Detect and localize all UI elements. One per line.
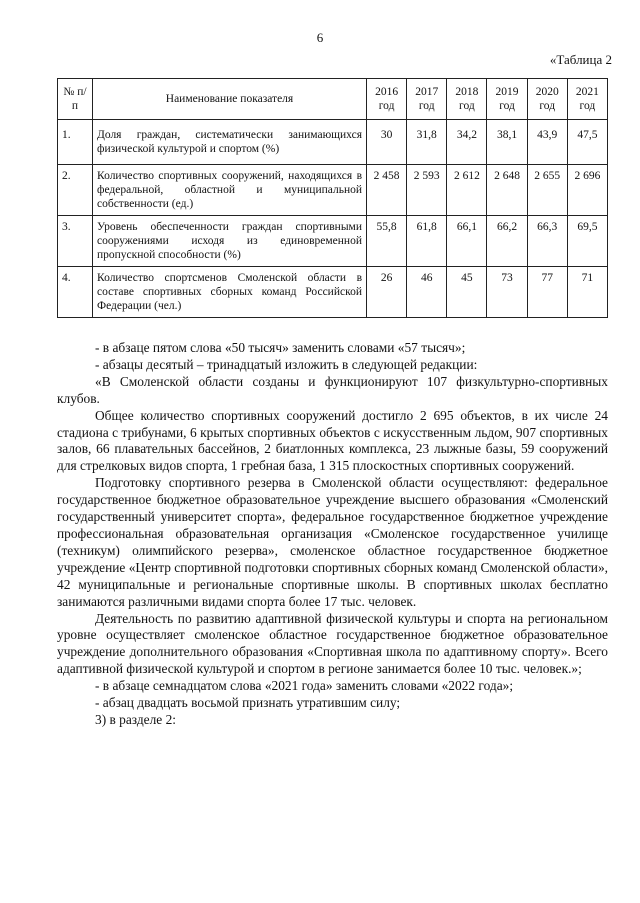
row-value: 61,8 — [407, 216, 447, 267]
row-value: 46 — [407, 267, 447, 318]
row-value: 66,1 — [447, 216, 487, 267]
paragraph: Общее количество спортивных сооружений достигло 2 695 объектов, в их числе 24 стадиона с трибунами, 6 крытых спортивных объектов с искусственным льдом, 907 спортивных залов, 66 плавательных бассейнов, 2 биатлонных комплекса, 23 лыжные базы, 59 сооружений для стрелковых видов спорта, 1 гребная база, 1 315 плоскостных спортивных сооружений. — [57, 407, 608, 474]
header-year: 2021 год — [567, 79, 607, 120]
table-header-row — [58, 79, 608, 120]
header-num: № п/п — [58, 79, 93, 120]
row-value: 30 — [367, 120, 407, 165]
row-num: 2. — [58, 165, 93, 216]
row-value: 66,2 — [487, 216, 527, 267]
row-value: 43,9 — [527, 120, 567, 165]
row-num: 1. — [58, 120, 93, 165]
row-num: 4. — [58, 267, 93, 318]
paragraph: 3) в разделе 2: — [95, 711, 177, 727]
row-value: 47,5 — [567, 120, 607, 165]
paragraph: - в абзаце семнадцатом слова «2021 года» заменить словами «2022 года»; — [95, 678, 514, 694]
row-name: Доля граждан, систематически занимающихся физической культурой и спортом (%) — [93, 120, 367, 165]
header-year: 2020 год — [527, 79, 567, 120]
row-value: 26 — [367, 267, 407, 318]
row-value: 34,2 — [447, 120, 487, 165]
row-value: 71 — [567, 267, 607, 318]
row-value: 2 593 — [407, 165, 447, 216]
document-body — [57, 340, 608, 729]
header-year: 2019 год — [487, 79, 527, 120]
row-value: 73 — [487, 267, 527, 318]
paragraph: Подготовку спортивного резерва в Смоленской области осуществляют: федеральное государственное бюджетное образовательное учреждение высшего образования «Смоленский государственный университет спорта», федеральное государственное бюджетное учреждение профессиональная образовательная организация «Смоленское государственное училище (техникум) олимпийского резерва», смоленское областное государственное бюджетное учреждение «Центр спортивной подготовки спортивных сборных команд Смоленской области», 42 муниципальные и региональные спортивные школы. В спортивных школах бесплатно занимаются различными видами спорта более 17 тыс. человек. — [57, 475, 608, 609]
row-value: 38,1 — [487, 120, 527, 165]
indicators-table — [57, 78, 608, 318]
table-row — [58, 165, 608, 216]
table-row — [58, 267, 608, 318]
row-value: 2 648 — [487, 165, 527, 216]
page-number: 6 — [316, 30, 324, 45]
row-value: 2 612 — [447, 165, 487, 216]
row-value: 55,8 — [367, 216, 407, 267]
row-value: 77 — [527, 267, 567, 318]
row-num: 3. — [58, 216, 93, 267]
row-value: 2 458 — [367, 165, 407, 216]
row-value: 2 696 — [567, 165, 607, 216]
row-value: 45 — [447, 267, 487, 318]
table-row — [58, 120, 608, 165]
header-year: 2017 год — [407, 79, 447, 120]
paragraph: Деятельность по развитию адаптивной физической культуры и спорта на региональном уровне осуществляет смоленское областное государственное бюджетное образовательное учреждение дополнительного образования «Спортивная школа по адаптивному спорту». Всего адаптивной физической культурой и спортом в регионе занимается более 10 тыс. человек.»; — [57, 610, 608, 677]
row-name: Уровень обеспеченности граждан спортивными сооружениями исходя из единовременной пропускной способности (%) — [93, 216, 367, 267]
header-year: 2016 год — [367, 79, 407, 120]
table-row — [58, 216, 608, 267]
table-caption: «Таблица 2 — [549, 52, 612, 67]
paragraph: - абзац двадцать восьмой признать утратившим силу; — [95, 695, 401, 711]
header-name: Наименование показателя — [93, 79, 367, 120]
row-name: Количество спортсменов Смоленской области в составе спортивных сборных команд Российской Федерации (чел.) — [93, 267, 367, 318]
header-year: 2018 год — [447, 79, 487, 120]
row-value: 66,3 — [527, 216, 567, 267]
paragraph: - в абзаце пятом слова «50 тысяч» заменить словами «57 тысяч»; — [95, 340, 466, 355]
paragraph: «В Смоленской области созданы и функционируют 107 физкультурно-спортивных клубов. — [57, 373, 608, 406]
row-value: 69,5 — [567, 216, 607, 267]
row-name: Количество спортивных сооружений, находящихся в федеральной, областной и муниципальной собственности (ед.) — [93, 165, 367, 216]
row-value: 2 655 — [527, 165, 567, 216]
row-value: 31,8 — [407, 120, 447, 165]
paragraph: - абзацы десятый – тринадцатый изложить в следующей редакции: — [95, 356, 478, 372]
